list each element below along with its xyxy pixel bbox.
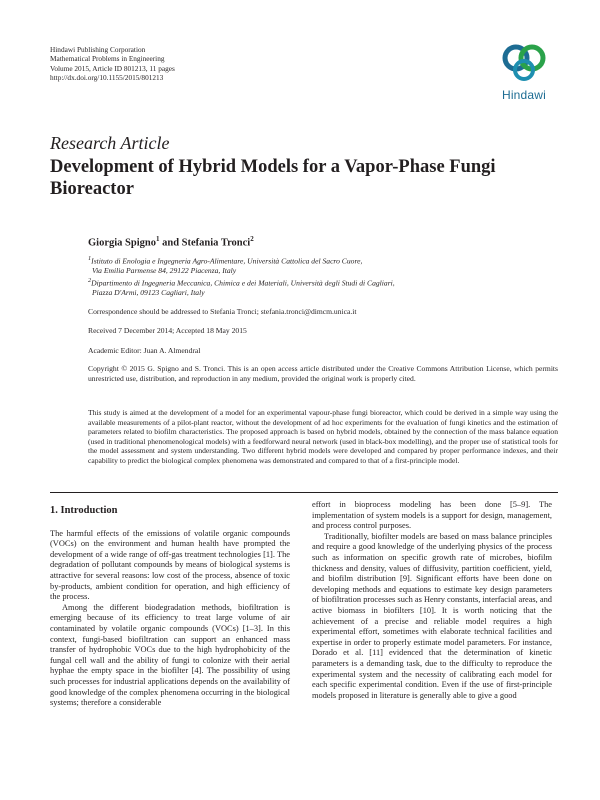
hindawi-wordmark: Hindawi <box>501 88 547 102</box>
correspondence: Correspondence should be addressed to Stefania Tronci; stefania.tronci@dimcm.unica.it <box>88 307 357 316</box>
affiliation-line: Dipartimento di Ingegneria Meccanica, Chimica e dei Materiali, Università degli Studi di Cagliari, <box>91 278 395 288</box>
journal-name: Mathematical Problems in Engineering <box>50 54 165 64</box>
author-name: Giorgia Spigno <box>88 237 156 249</box>
section-heading: 1. Introduction <box>50 505 118 516</box>
body-paragraph: effort in bioprocess modeling has been done [5–9]. The implementation of system models is a support for design, management, and process control purposes. <box>312 500 552 531</box>
author-name: Stefania Tronci <box>181 237 251 249</box>
author-affiliation-mark: 2 <box>250 235 254 243</box>
affiliation-mark: 1 <box>88 255 92 262</box>
affiliation-line: Via Emilia Parmense 84, 29122 Piacenza, Italy <box>92 266 237 276</box>
doi-link[interactable]: http://dx.doi.org/10.1155/2015/801213 <box>50 73 164 83</box>
hindawi-logo <box>494 38 554 108</box>
academic-editor: Academic Editor: Juan A. Almendral <box>88 346 201 355</box>
body-paragraph: Traditionally, biofilter models are based on mass balance principles and require a good knowledge of the underlying physics of the process such as information on specific growth rate of microbes, biofilm thickness and density, values of diffusivity, partition coefficient, yield, and biofilm distribution [9]. Significant efforts have been done on developing methods and equations to estimate key design parameters of biofiltration processes such as Henry constants, interfacial areas, and active biomass in biofilters [10]. It is worth noticing that the achievement of a precise and reliable model requires a high experimental effort, sometimes with elaborate technical facilities and expertise in order to properly estimate model parameters. For instance, Dorado et al. [11] evidenced that the determination of kinetic parameters is a demanding task, due to the difficulty to reproduce the experimental system and the necessity of calibrating each model for each specific experimental condition. Even if the use of first-principle models proposed in literature is generally able to give a good <box>312 531 552 700</box>
author-conjunction: and <box>159 237 182 249</box>
publisher-line: Hindawi Publishing Corporation <box>50 45 146 54</box>
column-right <box>312 500 552 701</box>
affiliation-mark: 2 <box>88 276 92 284</box>
article-type: Research Article <box>50 133 170 153</box>
abstract: This study is aimed at the development of a model for an experimental vapour-phase fungi bioreactor, which could be derived in a simple way using the available measurements of a pilot-plant reactor, without the development of ad hoc experiments for the evaluation of fungi kinetics and the estimation of parameters related to biofilm characteristics. The proposed approach is based on hybrid models, obtained by the connection of the mass balance equation (used in traditional phenomenological models) with a feedforward neural network (used in black-box modelling), and the proper use of statistical tools for the model assessment and system understanding. Two different hybrid models were developed and compared by proper performance indexes, and their capability to predict the biological complex phenomena was demonstrated and compared to that of a first-principle model. <box>88 408 558 465</box>
author-list <box>88 235 254 249</box>
body-paragraph: Among the different biodegradation methods, biofiltration is emerging because of its efficiency to treat large volume of air contaminated by volatile organic compounds (VOCs) [1–3]. In this context, fungi-based biofiltration can support an enhanced mass transfer of hydrophobic VOCs due to the high hydrophobicity of the fungal cell wall and the ability of fungi to colonize with their aerial hyphae the empty space in the biofilter [4]. The possibility of using such processes for industrial applications depends on the availability of good knowledge of the complex phenomena occurring in the biological systems; therefore a considerable <box>50 602 290 708</box>
volume-line: Volume 2015, Article ID 801213, 11 pages <box>50 63 175 73</box>
body-paragraph: The harmful effects of the emissions of volatile organic compounds (VOCs) on the environment and human health have prompted the development of a wide range of off-gas treatment technologies [1]. The degradation of pollutant compounds by means of biological systems is attractive for several reasons: low cost of the process, absence of toxic by-products, ambient condition for operation, and high efficiency of the process. <box>50 528 290 602</box>
affiliation <box>88 276 558 288</box>
journal-header <box>50 45 175 83</box>
received-date: Received 7 December 2014; Accepted 18 May 2015 <box>88 326 247 335</box>
column-left <box>50 506 290 709</box>
affiliation <box>88 254 558 266</box>
affiliation-line: Istituto di Enologia e Ingegneria Agro-Alimentare, Università Cattolica del Sacro Cuore, <box>91 256 363 266</box>
affiliations <box>88 254 558 297</box>
section-divider <box>50 492 558 493</box>
paper-title: Development of Hybrid Models for a Vapor-Phase Fungi Bioreactor <box>50 157 496 199</box>
hindawi-rings-icon <box>494 38 554 86</box>
affiliation-line: Piazza D'Armi, 09123 Cagliari, Italy <box>92 287 205 297</box>
author-affiliation-mark: 1 <box>155 235 160 243</box>
copyright-notice: Copyright © 2015 G. Spigno and S. Tronci. This is an open access article distributed under the Creative Commons Attribution License, which permits unrestricted use, distribution, and reproduction in any medium, provided the original work is properly cited. <box>88 364 558 383</box>
